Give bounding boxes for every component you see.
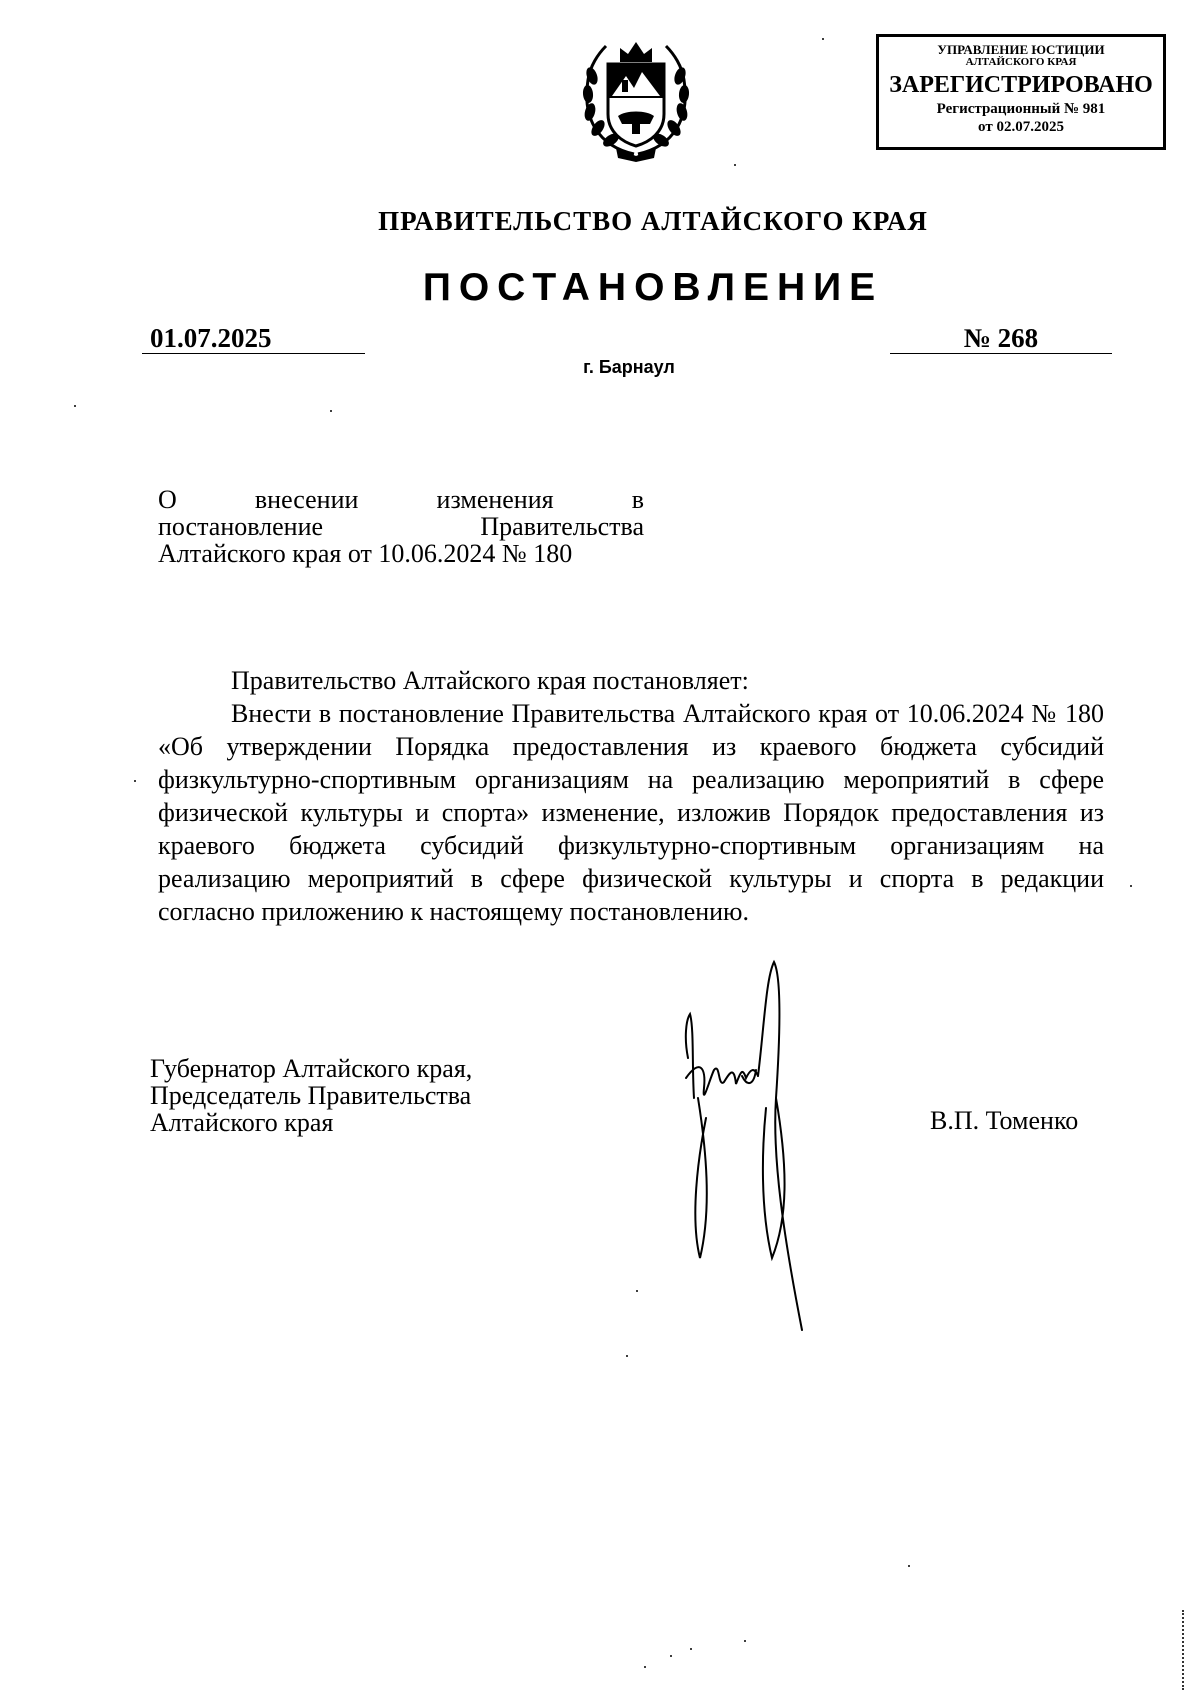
scan-speck [74, 405, 76, 407]
stamp-reg-number: Регистрационный № 981 [936, 101, 1106, 117]
document-type: ПОСТАНОВЛЕНИЕ [422, 266, 884, 309]
scan-speck [670, 1655, 672, 1657]
scan-speck [644, 1666, 646, 1668]
document-number: № 268 [890, 323, 1112, 354]
registration-stamp [876, 34, 1166, 150]
coat-of-arms-icon [576, 36, 696, 164]
document-body [158, 664, 1104, 928]
government-title: ПРАВИТЕЛЬСТВО АЛТАЙСКОГО КРАЯ [378, 206, 928, 236]
stamp-status: ЗАРЕГИСТРИРОВАНО [889, 72, 1153, 98]
scan-speck [908, 1565, 910, 1567]
handwritten-signature [676, 958, 846, 1336]
subject-line-1: О внесении изменения в [158, 485, 644, 514]
document-date: 01.07.2025 [142, 323, 365, 354]
body-paragraph-1: Правительство Алтайского края постановляет: [231, 666, 749, 695]
position-line-1: Губернатор Алтайского края, [150, 1054, 473, 1083]
scan-speck [690, 1648, 692, 1650]
scan-speck [626, 1355, 628, 1357]
scan-speck [744, 1640, 746, 1642]
scan-speck [134, 780, 136, 782]
document-city: г. Барнаул [583, 357, 675, 377]
position-line-3: Алтайского края [150, 1108, 334, 1137]
subject-line-3: Алтайского края от 10.06.2024 № 180 [158, 539, 573, 568]
stamp-region: АЛТАЙСКОГО КРАЯ [965, 56, 1077, 68]
position-line-2: Председатель Правительства [150, 1081, 472, 1110]
stamp-agency: УПРАВЛЕНИЕ ЮСТИЦИИ [937, 42, 1105, 57]
signer-name: В.П. Томенко [930, 1106, 1079, 1135]
scan-speck [822, 38, 824, 40]
scan-speck [1130, 885, 1132, 887]
stamp-reg-date: от 02.07.2025 [978, 119, 1064, 135]
scan-speck [330, 410, 332, 412]
scan-speck [636, 1290, 638, 1292]
subject-line-2: постановление Правительства [158, 512, 644, 541]
document-subject [158, 486, 644, 567]
scan-edge-mark [1182, 1610, 1186, 1690]
scan-speck [734, 164, 736, 166]
signatory-position [150, 1055, 570, 1136]
body-paragraph-2: Внести в постановление Правительства Алтайского края от 10.06.2024 № 180 «Об утверждении Порядка предоставления из краевого бюджета субсидий физкультурно-спортивным организациям на реализацию мероприятий в сфере физической культуры и спорта» изменение, изложив Порядок предоставления из краевого бюджета субсидий физкультурно-спортивным организациям на реализацию мероприятий в сфере физической культуры и спорта в редакции согласно приложению к настоящему постановлению. [158, 699, 1104, 926]
